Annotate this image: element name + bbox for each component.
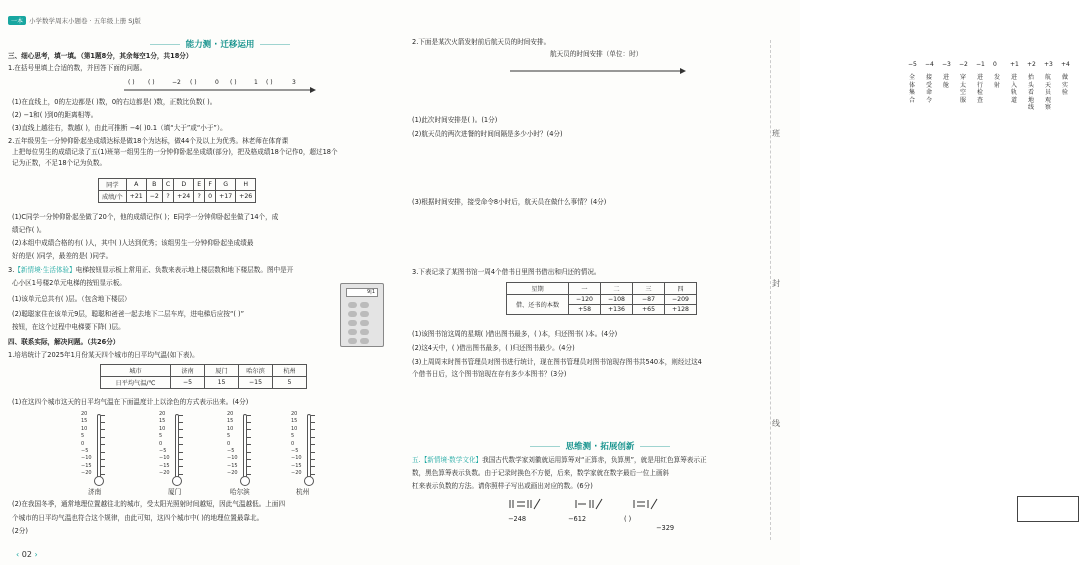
- s4-q1-1: (1)在这四个城市这天的日平均气温在下面温度计上以涂色的方式表示出来。(4分): [12, 398, 249, 406]
- table-cell: −209: [665, 295, 697, 305]
- scale-label: 20: [291, 411, 298, 417]
- ability-banner: 能力测 · 迁移运用: [80, 38, 360, 50]
- table-cell: 杭州: [273, 365, 307, 377]
- thermo-label-harbin: 哈尔滨: [230, 488, 250, 496]
- table-cell: B: [146, 179, 162, 191]
- table-cell: −108: [601, 295, 633, 305]
- timeline-number: 0: [993, 61, 997, 68]
- thermo-label-jinan: 济南: [88, 488, 102, 496]
- thermometer-bulb: [304, 476, 314, 486]
- table-cell: 0: [205, 191, 216, 203]
- table-cell: +26: [236, 191, 256, 203]
- elevator-key: [360, 311, 369, 317]
- s4-q1-2a: (2)在我国冬季，通常地理位置越往北的城市，受太阳光照射时间越短，因此气温越低。上面四: [12, 500, 286, 508]
- elevator-panel-image: [340, 283, 384, 347]
- right-page: [400, 0, 1070, 565]
- r-q3-3a: (3)上周周末时图书管理员对图书进行统计，现在图书管理员对图书馆现存图书共540本，则经过这4: [412, 358, 702, 366]
- numberline-label-6: 1: [254, 79, 258, 86]
- numberline-label-4: 0: [215, 79, 219, 86]
- scale-label: 20: [159, 411, 166, 417]
- scale-label: −20: [227, 470, 238, 477]
- table-row: [507, 295, 697, 305]
- timeline-event: 发射: [994, 74, 1001, 89]
- scale-label: −15: [227, 462, 238, 469]
- s3-q2-2a: (2)本组中成绩合格的有( )人，其中( )人达到优秀；该组男生一分钟仰卧起坐成绩最: [12, 239, 254, 247]
- r-q5-b: 数，黑色算筹表示负数。由于记录时换色不方便，后来，数学家就在数字最后一位上画斜: [412, 469, 670, 477]
- table-cell: −120: [569, 295, 601, 305]
- scale-tick: [247, 437, 251, 438]
- scale-label: 15: [291, 418, 298, 425]
- scale-tick: [247, 422, 251, 423]
- table-cell: 日平均气温/℃: [101, 377, 171, 389]
- section3-title: 三、细心思考，填一填。（第1题8分，其余每空1分，共18分）: [8, 52, 193, 60]
- scale-label: 5: [159, 433, 163, 440]
- scale-label: 15: [81, 418, 88, 425]
- scale-label: −5: [159, 448, 167, 454]
- timeline-number: −5: [908, 61, 917, 68]
- r-q3: 3.下表记录了某图书馆一周4个借书日里图书借出和归还的情况。: [412, 268, 601, 276]
- timeline-event: 航天员观察: [1045, 74, 1052, 111]
- table-cell: ?: [162, 191, 173, 203]
- r-q3-3b: 个借书日后，这个图书馆现在存有多少本图书？(3分): [412, 370, 567, 378]
- s4-q1-2c: (2分): [12, 527, 28, 535]
- q5-text: 我国古代数学家刘徽就运用算筹对“正算赤，负算黑”，就是用红色算筹表示正: [482, 456, 707, 464]
- thermometer-bulb: [240, 476, 250, 486]
- table-row: [99, 179, 256, 191]
- table-cell: 城市: [101, 365, 171, 377]
- s3-q3-2a: (2)聪聪家住在该单元9层，聪聪和爸爸一起去地下二层车库，进电梯后应按“( )”: [12, 310, 245, 318]
- r-q2-3: (3)根据时间安排，接受命令8小时后，航天员在做什么事情？(4分): [412, 198, 607, 206]
- scale-tick: [101, 459, 105, 460]
- timeline-number: +4: [1061, 61, 1070, 68]
- table-row: [99, 191, 256, 203]
- scale-label: −5: [291, 448, 299, 454]
- table-cell: A: [126, 179, 146, 191]
- table-cell: 15: [205, 377, 239, 389]
- timeline-title: 航天员的时间安排（单位：时）: [550, 50, 643, 58]
- scale-label: 0: [291, 440, 295, 447]
- elevator-key: [348, 329, 357, 335]
- timeline-axis: [508, 62, 688, 76]
- elevator-key: [360, 329, 369, 335]
- thermometer-tube: [307, 414, 311, 480]
- s3-q1-1: (1)在直线上，0的左边都是( )数，0的右边都是( )数，正数比负数( )。: [12, 98, 217, 106]
- timeline-event: 进行检查: [977, 74, 984, 104]
- q3-text: 电梯按钮显示板上常用正、负数来表示地上楼层数和地下楼层数。图中是开: [75, 266, 294, 274]
- s3-q2-c: 记为正数，不足18个记为负数。: [12, 159, 107, 167]
- timeline-number: −2: [959, 61, 968, 68]
- scale-label: −20: [159, 470, 170, 477]
- scale-tick: [311, 429, 315, 430]
- elevator-key: [348, 302, 357, 308]
- r-q5-a: [412, 456, 707, 465]
- page-number: ‹ 02 ›: [16, 550, 38, 559]
- side-label-0: 班: [772, 129, 780, 138]
- scale-label: 0: [159, 440, 163, 447]
- table-cell: +24: [174, 191, 194, 203]
- scale-label: 0: [81, 440, 85, 447]
- elevator-key: [360, 338, 369, 344]
- table-row: [507, 283, 697, 295]
- r-q5-c: 杠来表示负数的方法。请你照样子写出或画出对应的数。(6分): [412, 482, 593, 490]
- table-cell: 同学: [99, 179, 127, 191]
- table-cell: 借、还书的本数: [507, 295, 569, 315]
- scale-tick: [179, 437, 183, 438]
- timeline-number: +1: [1010, 61, 1019, 68]
- side-label-2: 线: [772, 419, 780, 428]
- scale-label: −20: [291, 470, 302, 477]
- s3-q1: 1.在括号里填上合适的数，并回答下面的问题。: [8, 64, 147, 72]
- s3-q3-2b: 按钮，在这个过程中电梯要下降( )层。: [12, 323, 125, 331]
- scale-tick: [247, 429, 251, 430]
- scale-tick: [179, 474, 183, 475]
- thermometer[interactable]: [304, 414, 314, 486]
- table-cell: +136: [601, 305, 633, 315]
- r-q2: 2.下面是某次火箭发射前后航天员的时间安排。: [412, 38, 551, 46]
- thermometer[interactable]: [94, 414, 104, 486]
- scale-tick: [101, 466, 105, 467]
- scale-label: −10: [159, 455, 170, 462]
- header-title: 小学数学周末小题卷 · 五年级上册 SJ版: [29, 17, 141, 25]
- scale-label: 10: [291, 425, 298, 432]
- elevator-key: [360, 302, 369, 308]
- numberline-label-1: ( ): [148, 79, 155, 86]
- scale-tick: [247, 444, 251, 445]
- timeline-event: 全体集合: [909, 74, 916, 104]
- answer-box[interactable]: [1017, 496, 1079, 522]
- scale-label: 10: [81, 425, 88, 432]
- s3-q2-2b: 好的是( )同学，最差的是( )同学。: [12, 252, 113, 260]
- table-cell: 成绩/个: [99, 191, 127, 203]
- table-cell: 二: [601, 283, 633, 295]
- scale-label: 20: [227, 411, 234, 417]
- scale-label: 10: [159, 425, 166, 432]
- s4-q1: 1.培培统计了2025年1月份某天四个城市的日平均气温(如下表)。: [8, 351, 199, 359]
- s3-q2-1b: 绩记作( )。: [12, 226, 46, 234]
- table-cell: 哈尔滨: [239, 365, 273, 377]
- scale-tick: [101, 422, 105, 423]
- s3-q2-b: 上把每位男生的成绩记录了五(1)班第一组男生的一分钟仰卧起坐成绩(部分)，把及格成绩18个记作0，超过18个: [12, 148, 338, 156]
- scale-label: −5: [81, 448, 89, 454]
- thermometer-tube: [97, 414, 101, 480]
- scale-label: 5: [227, 433, 231, 440]
- table-cell: −5: [171, 377, 205, 389]
- scale-tick: [179, 415, 183, 416]
- thinking-banner: 思维测 · 拓展创新: [460, 440, 740, 452]
- scale-tick: [311, 474, 315, 475]
- thermometer-bulb: [172, 476, 182, 486]
- timeline-event: 穿太空服: [960, 74, 967, 104]
- scale-label: −15: [81, 462, 92, 469]
- scale-label: 5: [291, 433, 295, 440]
- scale-tick: [101, 452, 105, 453]
- q5-value-1: −612: [568, 515, 587, 523]
- thermometer[interactable]: [240, 414, 250, 486]
- s3-q3-b: 心小区1号楼2单元电梯的按钮显示板。: [12, 279, 126, 287]
- timeline-number: −1: [976, 61, 985, 68]
- scale-tick: [247, 459, 251, 460]
- scale-label: −5: [227, 448, 235, 454]
- timeline-event: 接受命令: [926, 74, 933, 104]
- q5-tag: 五.【新情境·数学文化】: [412, 456, 483, 464]
- s3-q3-a: 3.【新情境·生活体验】电梯按钮显示板上常用正、负数来表示地上楼层数和地下楼层数。图中是开: [8, 266, 294, 274]
- table-cell: +21: [126, 191, 146, 203]
- brand-logo: 一本: [8, 16, 26, 25]
- s3-q2-a: 2.五年级男生一分钟仰卧起坐成绩达标是做18个为达标，做44个及以上为优秀。林老师在体育课: [8, 137, 289, 145]
- scale-label: 0: [227, 440, 231, 447]
- q3-tag: 【新情境·生活体验】: [14, 266, 76, 274]
- thermometer-bulb: [94, 476, 104, 486]
- timeline-number: +3: [1044, 61, 1053, 68]
- scale-label: −20: [81, 470, 92, 477]
- table-cell: F: [205, 179, 216, 191]
- scale-label: −10: [81, 455, 92, 462]
- elevator-key: [348, 320, 357, 326]
- thermometer-tube: [175, 414, 179, 480]
- q5-value-3: −329: [656, 524, 675, 532]
- scale-tick: [101, 444, 105, 445]
- table-cell: C: [162, 179, 173, 191]
- s3-q3-1: (1)该单元总共有( )层。（包含地下楼层）: [12, 295, 131, 303]
- r-q3-2: (2)这4天中，( )借出图书最多，( )归还图书最少。(4分): [412, 344, 575, 352]
- side-label-1: 封: [772, 279, 780, 288]
- elevator-key: [360, 320, 369, 326]
- s3-q2-1a: (1)C同学一分钟仰卧起坐做了20个，他的成绩记作( )；E同学一分钟仰卧起坐做了14个，成: [12, 213, 279, 221]
- thermo-label-xiamen: 厦门: [168, 488, 182, 496]
- scale-label: 5: [81, 433, 85, 440]
- timeline-number: −3: [942, 61, 951, 68]
- q5-value-2: ( ): [624, 515, 632, 523]
- s3-q1-3: (3)直线上越往右，数越( )，由此可推断 −4( )0.1（填“大于”或“小于”）。: [12, 124, 227, 132]
- table-cell: −2: [146, 191, 162, 203]
- scale-tick: [179, 429, 183, 430]
- numberline-label-5: ( ): [230, 79, 237, 86]
- r-q3-1: (1)该图书馆这周的星期( )借出图书最多，( )本，归还图书( )本。(4分): [412, 330, 618, 338]
- scale-label: 10: [227, 425, 234, 432]
- q5-value-0: −248: [508, 515, 527, 523]
- scale-tick: [247, 415, 251, 416]
- scale-tick: [247, 452, 251, 453]
- scale-tick: [247, 466, 251, 467]
- scale-tick: [179, 422, 183, 423]
- counting-rods: [508, 497, 668, 511]
- table-cell: 四: [665, 283, 697, 295]
- table-row: [101, 377, 307, 389]
- scale-tick: [179, 466, 183, 467]
- r-q2-2: (2)航天员的两次进餐的时间间隔是多少小时？(4分): [412, 130, 563, 138]
- scale-label: −15: [291, 462, 302, 469]
- table-cell: E: [194, 179, 205, 191]
- elevator-key: [348, 311, 357, 317]
- section4-title: 四、联系实际，解决问题。（共26分）: [8, 338, 120, 346]
- scale-label: 20: [81, 411, 88, 417]
- elevator-key: [348, 338, 357, 344]
- r-q2-1: (1)此次时间安排是( )。(1分): [412, 116, 498, 124]
- numberline-label-2: −2: [172, 79, 181, 86]
- timeline-number: −4: [925, 61, 934, 68]
- table-cell: 5: [273, 377, 307, 389]
- timeline-event: 抬头看地线: [1028, 74, 1035, 111]
- numberline-label-7: ( ): [266, 79, 273, 86]
- elevator-display: 9|1: [346, 288, 378, 297]
- scale-label: 15: [159, 418, 166, 425]
- table-cell: G: [216, 179, 236, 191]
- scale-tick: [179, 459, 183, 460]
- left-page: [0, 0, 400, 565]
- page-number-text: 02: [21, 550, 32, 559]
- scale-tick: [311, 444, 315, 445]
- thermometer[interactable]: [172, 414, 182, 486]
- table-cell: +58: [569, 305, 601, 315]
- scale-tick: [311, 459, 315, 460]
- scale-tick: [247, 474, 251, 475]
- scale-tick: [311, 452, 315, 453]
- scores-table: [98, 178, 256, 203]
- temperature-table: [100, 364, 307, 389]
- page-header: [8, 16, 141, 25]
- scale-tick: [311, 415, 315, 416]
- library-table: [506, 282, 697, 315]
- scale-label: −15: [159, 462, 170, 469]
- scale-tick: [101, 429, 105, 430]
- scale-tick: [311, 437, 315, 438]
- scale-tick: [101, 415, 105, 416]
- table-cell: 厦门: [205, 365, 239, 377]
- table-cell: H: [236, 179, 256, 191]
- scale-tick: [179, 452, 183, 453]
- timeline-event: 做实验: [1062, 74, 1069, 96]
- table-cell: +65: [633, 305, 665, 315]
- table-cell: 星期: [507, 283, 569, 295]
- table-cell: 三: [633, 283, 665, 295]
- thermometer-tube: [243, 414, 247, 480]
- scale-label: −10: [291, 455, 302, 462]
- s3-q1-2: (2) −1和( )到0的距离相等。: [12, 111, 98, 119]
- timeline-event: 进入轨道: [1011, 74, 1018, 104]
- s4-q1-2b: 个城市的日平均气温也符合这个规律，由此可知，这四个城市中( )的地理位置最靠北。: [12, 514, 264, 522]
- timeline-event: 进舱: [943, 74, 950, 89]
- scale-tick: [311, 466, 315, 467]
- table-cell: D: [174, 179, 194, 191]
- scale-tick: [101, 474, 105, 475]
- table-cell: 一: [569, 283, 601, 295]
- thermo-label-hangzhou: 杭州: [296, 488, 310, 496]
- scale-label: 15: [227, 418, 234, 425]
- table-cell: −87: [633, 295, 665, 305]
- timeline-number: +2: [1027, 61, 1036, 68]
- scale-tick: [311, 422, 315, 423]
- table-cell: +17: [216, 191, 236, 203]
- numberline-label-3: ( ): [190, 79, 197, 86]
- table-cell: 济南: [171, 365, 205, 377]
- scale-label: −10: [227, 455, 238, 462]
- table-row: [101, 365, 307, 377]
- numberline-label-0: ( ): [128, 79, 135, 86]
- scale-tick: [101, 437, 105, 438]
- table-cell: ?: [194, 191, 205, 203]
- table-cell: +128: [665, 305, 697, 315]
- table-cell: −15: [239, 377, 273, 389]
- binding-line: [770, 40, 771, 540]
- scale-tick: [179, 444, 183, 445]
- numberline-label-8: 3: [292, 79, 296, 86]
